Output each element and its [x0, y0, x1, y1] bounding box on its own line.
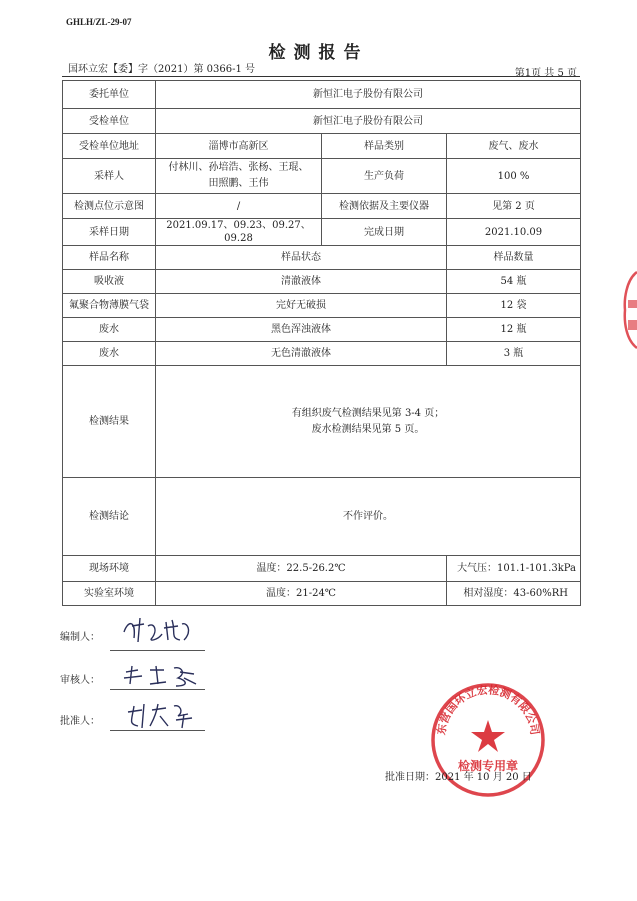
- reviewer-line: [110, 689, 205, 690]
- sample-type-value: 废气、废水: [447, 134, 581, 159]
- editor-label: 编制人：: [60, 632, 100, 643]
- client-value: 新恒汇电子股份有限公司: [156, 81, 581, 109]
- sample-name: 吸收液: [63, 270, 156, 294]
- conclusion-value: 不作评价。: [156, 478, 581, 556]
- results-value: [156, 366, 581, 478]
- sampling-date-label: 采样日期: [63, 219, 156, 246]
- site-env-pressure: 大气压：101.1-101.3kPa: [447, 556, 581, 582]
- sample-name: 废水: [63, 318, 156, 342]
- sample-state: 无色清澈液体: [156, 342, 447, 366]
- seal-center-text: 检测专用章: [457, 759, 519, 773]
- table-row: [63, 366, 581, 478]
- editor-signature: [118, 612, 198, 648]
- sample-qty-label: 样品数量: [447, 246, 581, 270]
- results-line-2: 废水检测结果见第 5 页。: [311, 423, 425, 435]
- sample-qty: 12 袋: [447, 294, 581, 318]
- reviewer-signature: [120, 660, 202, 690]
- page-info: 第1页 共 5 页: [514, 68, 577, 79]
- sample-name-label: 样品名称: [63, 246, 156, 270]
- lab-env-temp: 温度：21-24℃: [156, 582, 447, 606]
- basis-value: 见第 2 页: [447, 194, 581, 219]
- table-row: [63, 246, 581, 270]
- results-line-1: 有组织废气检测结果见第 3-4 页；: [291, 407, 445, 419]
- sample-state-label: 样品状态: [156, 246, 447, 270]
- editor-line: [110, 650, 205, 651]
- report-table: [62, 80, 581, 606]
- document-code: GHLH/ZL-29-07: [66, 17, 132, 27]
- results-label: 检测结果: [63, 366, 156, 478]
- sketch-value: /: [156, 194, 322, 219]
- sample-name: 废水: [63, 342, 156, 366]
- address-value: 淄博市高新区: [156, 134, 322, 159]
- samplers-label: 采样人: [63, 159, 156, 194]
- table-row: [63, 159, 581, 194]
- site-env-temp: 温度：22.5-26.2℃: [156, 556, 447, 582]
- approver-line: [110, 730, 205, 731]
- table-row: [63, 556, 581, 582]
- completion-label: 完成日期: [322, 219, 447, 246]
- approver-label: 批准人：: [60, 716, 100, 727]
- table-row: [63, 270, 581, 294]
- table-row: [63, 219, 581, 246]
- header-rule: [62, 76, 580, 77]
- approval-date: 批准日期：2021 年 10 月 20 日: [385, 772, 532, 783]
- table-row: [63, 109, 581, 134]
- sample-name: 氟聚合物薄膜气袋: [63, 294, 156, 318]
- seal-ring-text: 东营国环立宏检测有限公司: [434, 683, 542, 736]
- inspected-label: 受检单位: [63, 109, 156, 134]
- sampling-date-value: 2021.09.17、09.23、09.27、09.28: [156, 219, 322, 246]
- table-row: [63, 134, 581, 159]
- table-row: [63, 478, 581, 556]
- sketch-label: 检测点位示意图: [63, 194, 156, 219]
- table-row: [63, 318, 581, 342]
- table-row: [63, 294, 581, 318]
- samplers-line-1: 付林川、孙培浩、张杨、王琨、: [168, 162, 309, 173]
- inspected-value: 新恒汇电子股份有限公司: [156, 109, 581, 134]
- report-number: 国环立宏【委】字（2021）第 0366-1 号: [68, 64, 255, 75]
- table-row: [63, 342, 581, 366]
- samplers-value: [156, 159, 322, 194]
- sample-qty: 54 瓶: [447, 270, 581, 294]
- conclusion-label: 检测结论: [63, 478, 156, 556]
- completion-value: 2021.10.09: [447, 219, 581, 246]
- sample-type-label: 样品类别: [322, 134, 447, 159]
- samplers-line-2: 田照鹏、王伟: [208, 178, 269, 189]
- address-label: 受检单位地址: [63, 134, 156, 159]
- approver-signature: [122, 698, 202, 732]
- lab-env-humidity: 相对湿度：43-60%RH: [447, 582, 581, 606]
- table-row: [63, 81, 581, 109]
- load-value: 100 %: [447, 159, 581, 194]
- site-env-label: 现场环境: [63, 556, 156, 582]
- lab-env-label: 实验室环境: [63, 582, 156, 606]
- sample-state: 清澈液体: [156, 270, 447, 294]
- reviewer-label: 审核人：: [60, 675, 100, 686]
- table-row: [63, 194, 581, 219]
- client-label: 委托单位: [63, 81, 156, 109]
- table-row: [63, 582, 581, 606]
- load-label: 生产负荷: [322, 159, 447, 194]
- page-title: 检测报告: [268, 43, 369, 63]
- sample-qty: 12 瓶: [447, 318, 581, 342]
- basis-label: 检测依据及主要仪器: [322, 194, 447, 219]
- sample-qty: 3 瓶: [447, 342, 581, 366]
- sample-state: 完好无破损: [156, 294, 447, 318]
- sample-state: 黑色浑浊液体: [156, 318, 447, 342]
- edge-seal-fragment: [622, 270, 637, 350]
